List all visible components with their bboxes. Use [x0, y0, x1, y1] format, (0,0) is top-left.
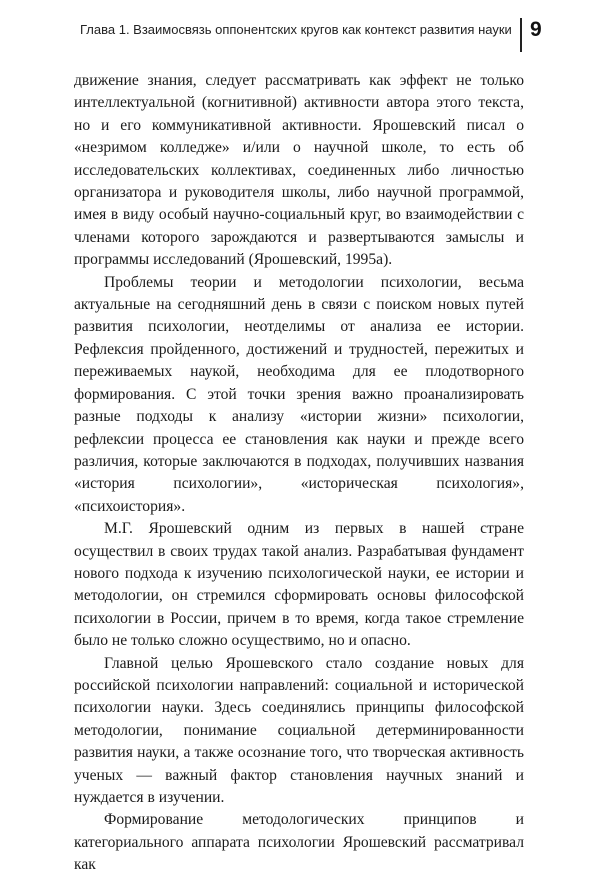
page-number: 9 [530, 18, 542, 41]
header-divider [520, 18, 522, 52]
paragraph: движение знания, следует рассматривать как эффект не только интеллектуальной (когнитивной) активности автора этого текста, но и его коммуникативной активности. Ярошевский писал о «незримом колледже» и/или о научной школе, то есть об исследовательских коллективах, соединенных либо личностью организатора и руководителя школы, либо научной программой, имея в виду особый научно-социальный круг, во взаимодействии с членами которого зарождаются и развертываются замыслы и программы исследований (Ярошевский, 1995а). [74, 72, 524, 269]
paragraph: Главной целью Ярошевского стало создание новых для российской психологии направлений: социальной и исторической психологии науки. Здесь соединялись принципы философской методологии, понимание социальной детерминированности развития науки, а также осознание того, что творческая активность ученых — важный фактор становления научных знаний и нуждается в изучении. [74, 654, 524, 806]
running-head: Глава 1. Взаимосвязь оппонентских кругов как контекст развития науки [80, 22, 512, 37]
body-text [74, 70, 524, 877]
paragraph: М.Г. Ярошевский одним из первых в нашей стране осуществил в своих трудах такой анализ. Разрабатывая фундамент нового подхода к изучению психологической науки, ее истории и методологии, он стремился сформировать основы философской психологии в России, причем в то время, когда такое стремление было не только сложно осуществимо, но и опасно. [74, 520, 524, 650]
paragraph: Формирование методологических принципов и категориального аппарата психологии Ярошевский рассматривал как [74, 811, 524, 874]
paragraph: Проблемы теории и методологии психологии, весьма актуальные на сегодняшний день в связи с поиском новых путей развития психологии, неотделимы от анализа ее истории. Рефлексия пройденного, достижений и трудностей, пережитых и переживаемых наукой, необходима для ее плодотворного формирования. С этой точки зрения важно проанализировать разные подходы к анализу «истории жизни» психологии, рефлексии процесса ее становления как науки и прежде всего различия, которые заключаются в подходах, получивших названия «история психологии», «историческая психология», «психоистория». [74, 273, 524, 515]
